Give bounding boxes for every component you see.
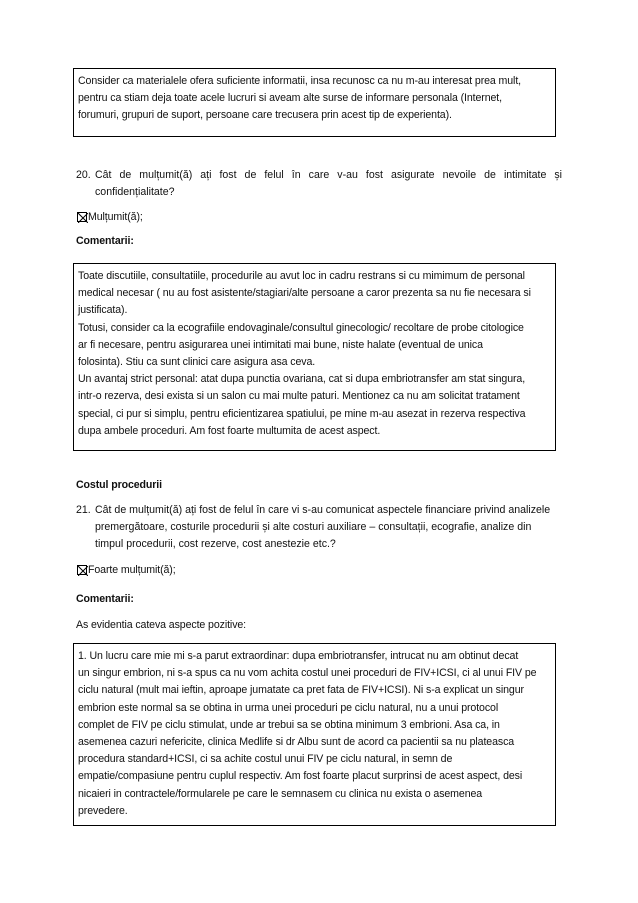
text-line: special, ci pur si simplu, pentru eficientizarea spatiului, pe mine m-au asezat in rezerva respectiva [78, 407, 526, 420]
comment-box-costs [73, 643, 556, 826]
question-text-line: timpul procedurii, cost rezerve, cost anestezie etc.? [95, 538, 336, 550]
answer-label: Mulțumit(ă); [88, 211, 143, 223]
comment-box-privacy [73, 263, 556, 451]
text-line: Un avantaj strict personal: atat dupa punctia ovariana, cat si dupa embriotransfer am stat singura, [78, 373, 526, 386]
text-line: folosinta). Stiu ca sunt clinici care asigura asa ceva. [78, 356, 316, 369]
text-line: ciclu natural (mult mai ieftin, aproape jumatate ca pret fata de FIV+ICSI). Ni s-a explicat un singur [78, 684, 524, 697]
text-line: medical necesar ( nu au fost asistente/stagiari/alte persoane a caror prezenta sa nu fie necesara si [78, 287, 531, 300]
text-line: pentru ca stiam deja toate acele lucruri si aveam alte surse de informare personala (Internet, [78, 92, 502, 105]
question-text-line: Cât de mulțumit(ă) ați fost de felul în care v-au fost asigurate nevoile de intimitate și [95, 169, 562, 181]
question-number: 21. [76, 504, 91, 516]
text-line: forumuri, grupuri de suport, persoane care trecusera prin acest tip de experienta). [78, 109, 452, 122]
x-mark-icon [78, 213, 88, 223]
text-line: ar fi necesare, pentru asigurarea unei intimitati mai bune, niste halate (eventual de unica [78, 338, 483, 351]
question-text-line: Cât de mulțumit(ă) ați fost de felul în care vi s-au comunicat aspectele financiare privind analizele [95, 504, 551, 516]
text-line: justificata). [78, 304, 128, 317]
question-text-line: confidențialitate? [95, 186, 175, 198]
section-title: Costul procedurii [76, 479, 162, 491]
comment-box-materials [73, 68, 556, 137]
answer-label: Foarte mulțumit(ă); [88, 564, 176, 576]
question-21 [76, 502, 562, 553]
question-number: 20. [76, 169, 91, 181]
text-line: Totusi, consider ca la ecografiile endovaginale/consultul ginecologic/ recoltare de probe citologice [78, 321, 524, 334]
text-line: nicaieri in contractele/formularele pe care le semnasem cu clinica nu exista o asemenea [78, 787, 483, 800]
text-line: empatie/compasiune pentru cuplul respectiv. Am fost foarte placut surprinsi de acest aspect, desi [78, 770, 523, 783]
text-line: complet de FIV pe ciclu stimulat, unde ar trebui sa se obtina minimum 3 embrioni. Asa ca, in [78, 718, 500, 731]
text-line: 1. Un lucru care mie mi s-a parut extraordinar: dupa embriotransfer, intrucat nu am obtinut decat [78, 650, 519, 662]
comments-label: Comentarii: [76, 593, 134, 605]
question-text-line: premergătoare, costurile procedurii și alte costuri auxiliare – consultații, ecografie, analize din [95, 521, 532, 533]
text-line: asemenea cazuri nefericite, clinica Medlife si dr Albu sunt de acord ca pacientii sa nu plateasca [78, 736, 515, 749]
x-mark-icon [78, 566, 88, 576]
text-line: intr-o rezerva, desi exista si un salon cu mai multe paturi. Mentionez ca nu am solicitat tratament [78, 390, 520, 403]
text-line: Toate discutiile, consultatiile, procedurile au avut loc in cadru restrans si cu mimimum de personal [78, 270, 525, 282]
question-20 [76, 167, 562, 201]
text-line: procedura standard+ICSI, ci sa achite costul unui FIV pe ciclu natural, in semn de [78, 753, 453, 766]
answer-checkbox-checked[interactable] [77, 565, 87, 575]
text-line: un singur embrion, ni s-a spus ca nu vom achita costul unei proceduri de FIV+ICSI, ci al unui FIV pe [78, 667, 537, 680]
text-line: Consider ca materialele ofera suficiente informatii, insa recunosc ca nu m-au interesat prea mult, [78, 75, 522, 87]
text-line: dupa ambele proceduri. Am fost foarte multumita de acest aspect. [78, 424, 381, 437]
text-line: embrion este normal sa se obtina in urma unei proceduri pe ciclu natural, nu a unui protocol [78, 701, 499, 714]
comments-label: Comentarii: [76, 235, 134, 247]
answer-checkbox-checked[interactable] [77, 212, 87, 222]
comments-intro: As evidentia cateva aspecte pozitive: [76, 619, 247, 631]
text-line: prevedere. [78, 804, 128, 817]
